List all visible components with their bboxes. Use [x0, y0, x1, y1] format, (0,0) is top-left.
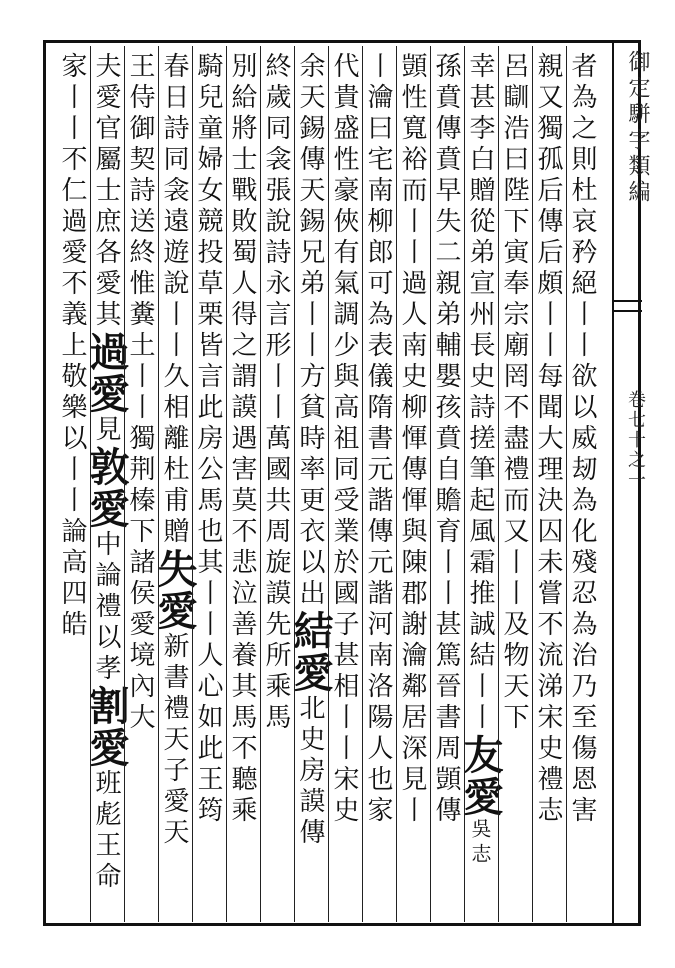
column-text: 呂瞓浩曰陛下寅奉宗廟罔不盡禮而又丨丨及物天下	[499, 52, 529, 734]
headword: 失愛	[151, 548, 198, 632]
center-fold-line	[612, 40, 614, 926]
column-text: 王侍御契詩送終惟糞土丨丨獨荆榛	[125, 52, 155, 517]
column-text: 見	[91, 415, 121, 446]
headword: 敦愛	[83, 446, 130, 530]
column-rule	[328, 46, 329, 922]
column-text: 孫賁傳賁早失二親弟輔嬰孩賁自贍育丨丨甚篤晉書周顗傳	[431, 52, 461, 827]
text-column	[329, 52, 361, 827]
column-rule	[260, 46, 261, 922]
column-text: 夫愛官屬士庶各愛其	[91, 52, 121, 331]
headword: 割愛	[83, 685, 130, 769]
column-text: 顗性寬裕而丨丨過人南史柳惲傳惲與陳郡謝瀹鄰居深見丨	[397, 52, 427, 827]
column-rule	[90, 46, 91, 922]
text-column	[261, 52, 293, 734]
column-text: 下諸侯愛境內大	[125, 517, 155, 734]
text-column	[499, 52, 531, 734]
column-text: 親又獨孤后傳后頗丨丨每聞大理決囚未嘗不流涕宋史禮志	[533, 52, 563, 827]
column-rule	[192, 46, 193, 922]
text-column	[457, 52, 504, 868]
column-text: 余天錫傳天錫兄弟丨丨方貧時率更衣以出	[295, 52, 325, 610]
column-text: 論高四皓	[57, 517, 87, 641]
text-column	[287, 52, 334, 849]
column-text: 春日詩同衾遠遊說丨丨久相離杜甫贈	[159, 52, 189, 548]
headword: 結愛	[287, 610, 334, 694]
text-column	[227, 52, 259, 827]
column-text: 終歲同衾張說詩永言形丨丨萬國共周旋	[261, 52, 291, 579]
headword: 友愛	[457, 734, 504, 818]
column-rule	[532, 46, 533, 922]
column-text: 丨瀹曰宅南柳郎可為表儀隋書元諧傳元諧河南洛陽人也家	[363, 52, 393, 827]
column-text: 吳志	[468, 818, 492, 868]
text-column	[151, 52, 198, 849]
column-text: 上	[57, 331, 87, 362]
column-text: 家丨丨不仁過愛不義	[57, 52, 87, 331]
column-text: 北史房謨傳	[295, 694, 325, 849]
column-text: 代貴盛性豪俠有氣調少與高祖同受業於國子甚相丨丨宋史	[329, 52, 359, 827]
column-rule	[430, 46, 431, 922]
fishtail-mark	[614, 300, 642, 312]
column-rule	[498, 46, 499, 922]
column-rule	[294, 46, 295, 922]
text-column	[431, 52, 463, 827]
column-rule	[124, 46, 125, 922]
column-text: 新書禮天子愛天	[159, 632, 189, 849]
column-rule	[226, 46, 227, 922]
column-rule	[566, 46, 567, 922]
column-text: 中論禮以孝	[91, 530, 121, 685]
column-rule	[158, 46, 159, 922]
column-text: 班彪王命	[91, 769, 121, 893]
text-column	[533, 52, 565, 827]
text-column	[397, 52, 429, 827]
column-text: 騎兒童婦女競投草栗皆言此房公馬也其丨丨人心如此王筠	[193, 52, 223, 827]
column-rule	[396, 46, 397, 922]
column-text: 敬樂以丨丨	[57, 362, 87, 517]
column-text: 者為之則杜哀矜絕丨丨欲以威刼為化殘忍為治乃至傷恩害	[567, 52, 597, 827]
column-text: 幸甚李白贈從弟宣州長史詩搓筆起風霜推誠結丨丨	[465, 52, 495, 734]
margin-book-title: 御定駢字類編	[625, 50, 650, 206]
text-column	[567, 52, 599, 827]
column-text: 謨先所乘馬	[261, 579, 291, 734]
text-column	[83, 52, 130, 893]
column-text: 別給將士戰敗蜀人得之謂謨遇害莫不悲泣善養其馬不聽乘	[227, 52, 257, 827]
text-column	[363, 52, 395, 827]
text-column	[57, 52, 89, 641]
margin-volume-label: 卷七十之一	[625, 390, 646, 490]
headword: 過愛	[83, 331, 130, 415]
text-column	[193, 52, 225, 827]
column-rule	[464, 46, 465, 922]
column-rule	[362, 46, 363, 922]
